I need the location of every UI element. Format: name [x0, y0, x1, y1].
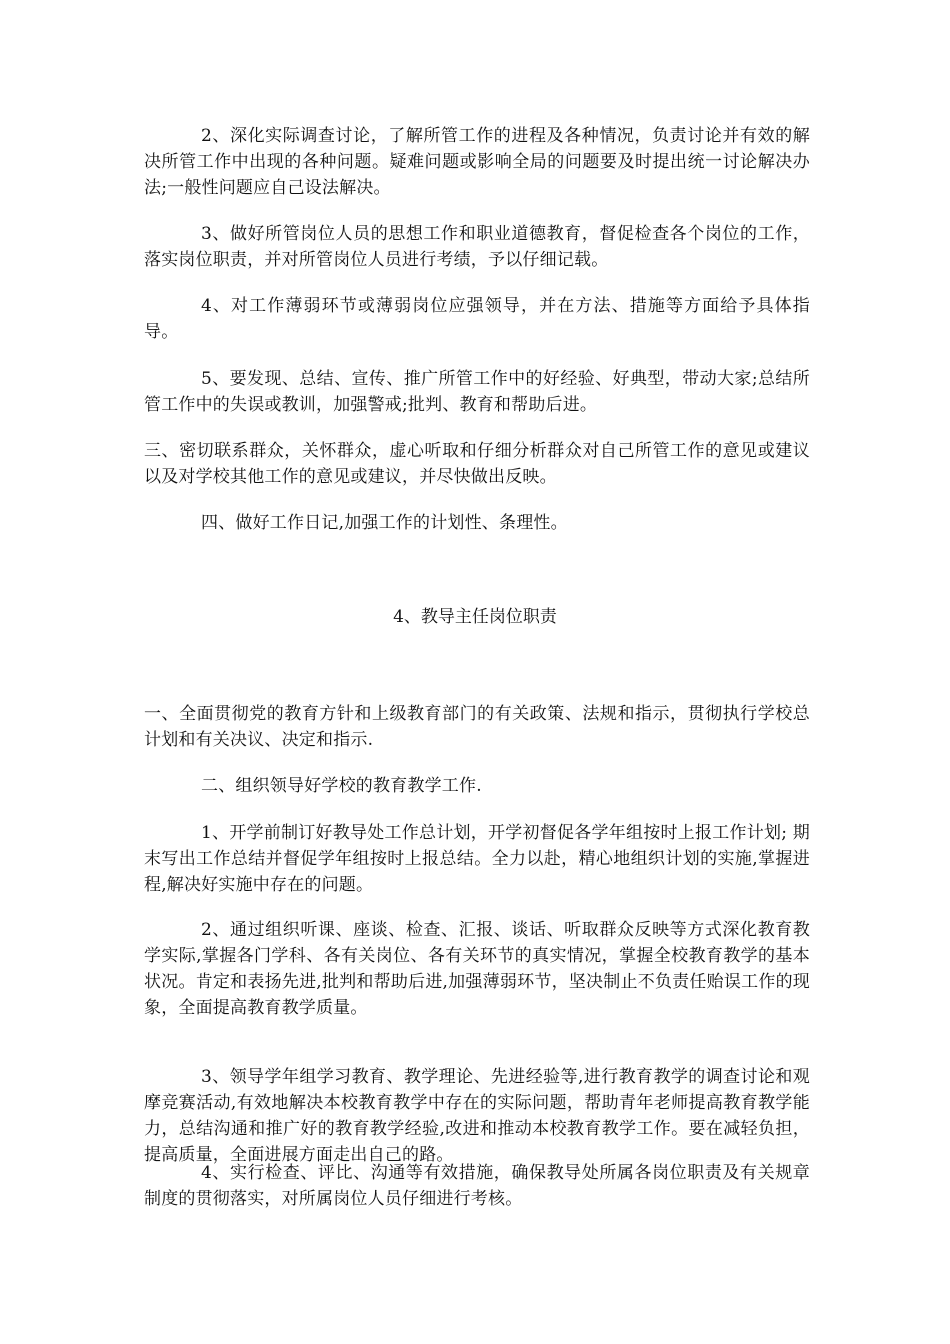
paragraph-item-1: 1、开学前制订好教导处工作总计划，开学初督促各学年组按时上报工作计划; 期末写出工作总结并督促学年组按时上报总结。全力以赴，精心地组织计划的实施,掌握进程,解决好实施中存在的问题。	[144, 823, 810, 895]
paragraph-item-3b: 3、领导学年组学习教育、教学理论、先进经验等,进行教育教学的调查讨论和观摩竞赛活动,有效地解决本校教育教学中存在的实际问题，帮助青年老师提高教育教学能力，总结沟通和推广好的教育教学经验,改进和推动本校教育教学工作。要在减轻负担，提高质量，全面进展方面走出自己的路。	[144, 1067, 810, 1165]
paragraph-section-one: 一、全面贯彻党的教育方针和上级教育部门的有关政策、法规和指示，贯彻执行学校总计划和有关决议、决定和指示.	[144, 704, 810, 750]
paragraph-section-four: 四、做好工作日记,加强工作的计划性、条理性。	[201, 513, 568, 533]
paragraph-item-4: 4、对工作薄弱环节或薄弱岗位应强领导，并在方法、措施等方面给予具体指导。	[144, 296, 810, 342]
paragraph-item-3: 3、做好所管岗位人员的思想工作和职业道德教育，督促检查各个岗位的工作，落实岗位职责，并对所管岗位人员进行考绩，予以仔细记载。	[144, 224, 810, 270]
paragraph-section-three: 三、密切联系群众，关怀群众，虚心听取和仔细分析群众对自己所管工作的意见或建议以及对学校其他工作的意见或建议，并尽快做出反映。	[144, 441, 810, 487]
paragraph-section-two: 二、组织领导好学校的教育教学工作.	[201, 776, 482, 796]
paragraph-item-5: 5、要发现、总结、宣传、推广所管工作中的好经验、好典型，带动大家;总结所管工作中的失误或教训，加强警戒;批判、教育和帮助后进。	[144, 369, 810, 415]
paragraph-item-4b: 4、实行检查、评比、沟通等有效措施，确保教导处所属各岗位职责及有关规章制度的贯彻落实，对所属岗位人员仔细进行考核。	[144, 1163, 810, 1209]
paragraph-item-2b: 2、通过组织听课、座谈、检查、汇报、谈话、听取群众反映等方式深化教育教学实际,掌握各门学科、各有关岗位、各有关环节的真实情况，掌握全校教育教学的基本状况。肯定和表扬先进,批判和帮助后进,加强薄弱环节，坚决制止不负责任贻误工作的现象，全面提高教育教学质量。	[144, 920, 810, 1018]
section-heading: 4、教导主任岗位职责	[393, 607, 557, 627]
paragraph-item-2: 2、深化实际调查讨论，了解所管工作的进程及各种情况，负责讨论并有效的解决所管工作中出现的各种问题。疑难问题或影响全局的问题要及时提出统一讨论解决办法;一般性问题应自己设法解决。	[144, 126, 810, 198]
